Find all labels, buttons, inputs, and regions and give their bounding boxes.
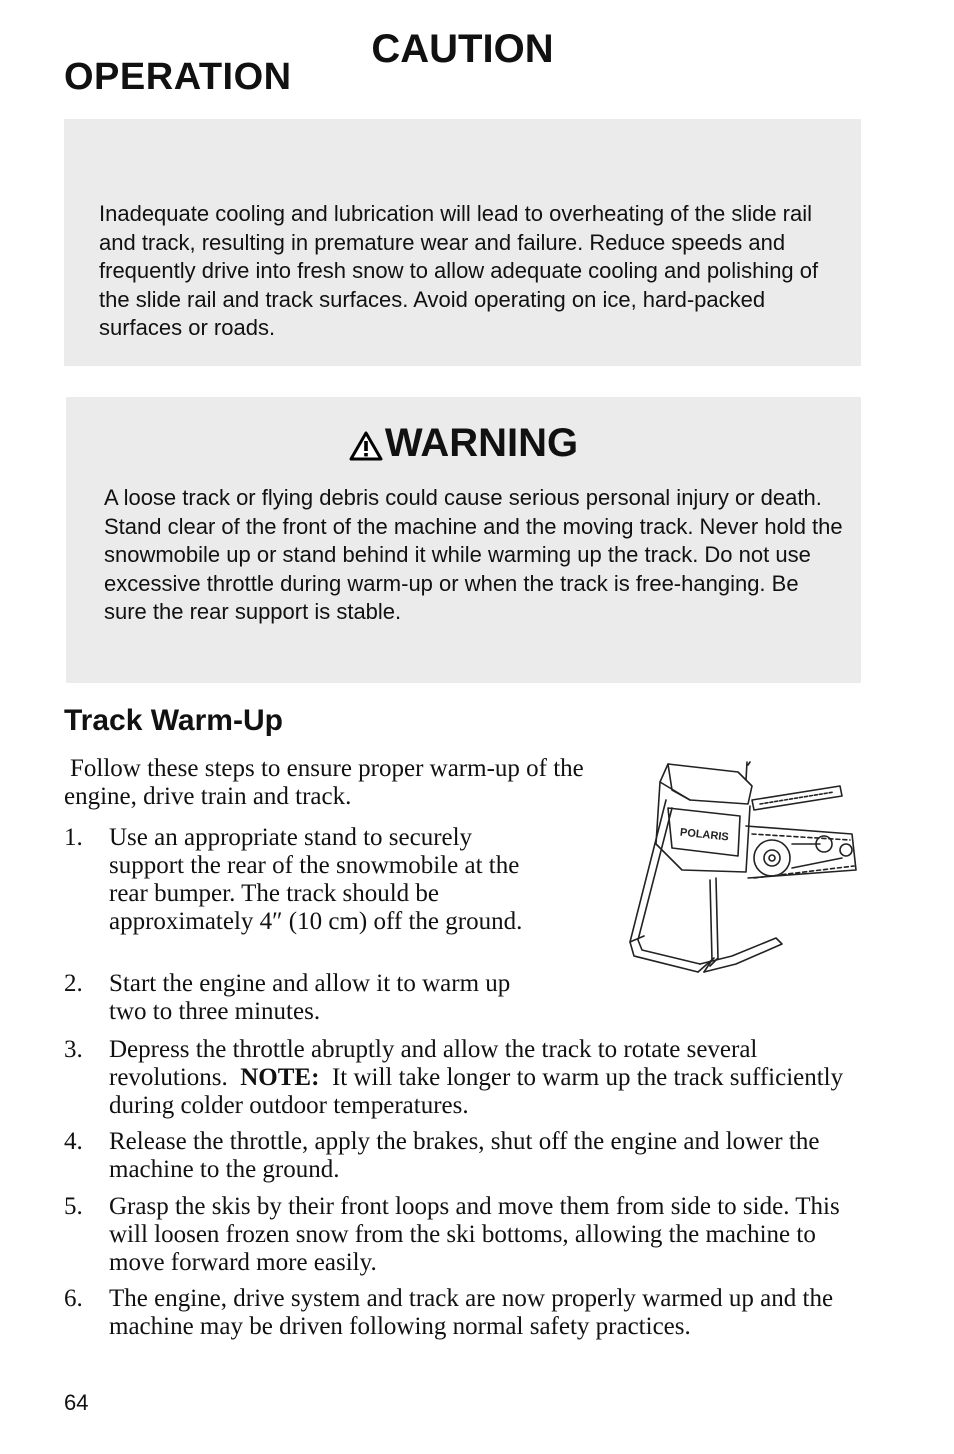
snowmobile-on-stand-illustration — [620, 760, 860, 980]
step-6 — [64, 1285, 864, 1341]
step-number: 2. — [64, 970, 83, 997]
step-text: Start the engine and allow it to warm up two to three minutes. — [109, 970, 511, 1025]
step-text — [109, 1036, 864, 1120]
step-number: 6. — [64, 1285, 83, 1312]
page-number: 64 — [64, 1390, 89, 1415]
warning-triangle-icon — [349, 431, 383, 461]
step-number: 5. — [64, 1193, 83, 1220]
step-5 — [64, 1193, 864, 1277]
caution-text: Inadequate cooling and lubrication will lead to overheating of the slide rail and track, resulting in premature wear and failure. Reduce speeds and frequently drive into fresh snow to allow adequate cooling and polishing of the slide rail and track surfaces. Avoid operating on ice, hard-packed surfaces or roads. — [99, 201, 819, 340]
step-text: The engine, drive system and track are now properly warmed up and the machine may be driven following normal safety practices. — [109, 1285, 834, 1340]
step-number: 4. — [64, 1128, 83, 1155]
warning-heading — [66, 421, 861, 471]
intro-paragraph: Follow these steps to ensure proper warm-up of the engine, drive train and track. — [64, 755, 584, 810]
note-label: NOTE: — [240, 1064, 320, 1091]
caution-title: CAUTION — [371, 27, 554, 71]
step-text: Release the throttle, apply the brakes, shut off the engine and lower the machine to the ground. — [109, 1128, 820, 1183]
step-text-after: It will take longer to warm up the track sufficiently during colder outdoor temperatures. — [109, 1064, 850, 1119]
step-text-before: Depress the throttle abruptly and allow the track to rotate several revolutions. — [109, 1036, 764, 1091]
step-number: 3. — [64, 1036, 83, 1063]
section-title: OPERATION — [64, 56, 292, 98]
step-text: Grasp the skis by their front loops and move them from side to side. This will loosen frozen snow from the ski bottoms, allowing the machine to move forward more easily. — [109, 1193, 840, 1276]
step-3 — [64, 1036, 864, 1120]
track-warmup-title: Track Warm-Up — [64, 704, 283, 737]
warning-title: WARNING — [384, 421, 579, 465]
step-4 — [64, 1128, 874, 1184]
step-number: 1. — [64, 824, 83, 851]
warning-text: A loose track or flying debris could cause serious personal injury or death. Stand clear of the front of the machine and the moving track. Never hold the snowmobile up or stand behind it while warming up the track. Do not use excessive throttle during warm-up or when the track is free-hanging. Be sure the rear support is stable. — [104, 485, 843, 624]
warning-box — [66, 397, 861, 683]
illustration-brand-label: POLARIS — [679, 826, 730, 844]
step-2 — [64, 970, 534, 1026]
step-text: Use an appropriate stand to securely support the rear of the snowmobile at the rear bumper. The track should be approximately 4″ (10 cm) off the ground. — [109, 824, 523, 935]
step-1 — [64, 824, 534, 936]
